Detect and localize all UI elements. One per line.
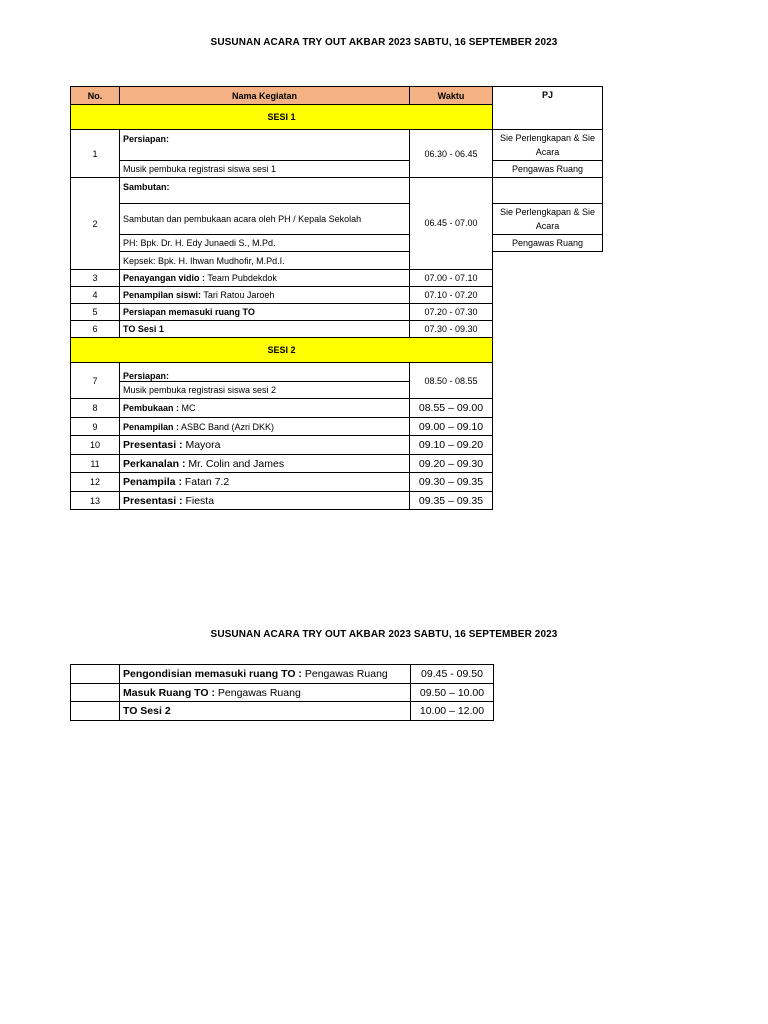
- row-13-no: 13: [71, 492, 120, 510]
- row-3-no: 3: [71, 270, 120, 287]
- row-4-no: 4: [71, 287, 120, 304]
- row-8-value: MC: [179, 403, 196, 413]
- row-7-no: 7: [71, 363, 120, 399]
- row-9-waktu: 09.00 – 09.10: [410, 418, 493, 436]
- row-10-waktu: 09.10 – 09.20: [410, 436, 493, 455]
- row-7-activity-detail: Musik pembuka registrasi siswa sesi 2: [120, 382, 410, 399]
- table2-row-3-waktu: 10.00 – 12.00: [411, 702, 494, 721]
- row-11-value: Mr. Colin and James: [185, 457, 285, 470]
- schedule-table-1: [70, 86, 603, 510]
- page-title-1: SUSUNAN ACARA TRY OUT AKBAR 2023 SABTU, 16 SEPTEMBER 2023: [210, 37, 558, 48]
- header-no: No.: [71, 87, 120, 105]
- row-1-pj-2: Pengawas Ruang: [493, 161, 603, 178]
- row-2-ph: PH: Bpk. Dr. H. Edy Junaedi S., M.Pd.: [120, 235, 410, 252]
- table2-row-3-label: TO Sesi 2: [123, 705, 171, 717]
- row-6-label: TO Sesi 1: [123, 324, 164, 334]
- row-3-waktu: 07.00 - 07.10: [410, 270, 493, 287]
- table2-row-2-waktu: 09.50 – 10.00: [411, 684, 494, 702]
- row-10-value: Mayora: [182, 439, 221, 451]
- row-1-no: 1: [71, 130, 120, 178]
- row-9-value: ASBC Band (Azri DKK): [179, 421, 275, 432]
- row-1-waktu: 06.30 - 06.45: [410, 130, 493, 178]
- row-9-no: 9: [71, 418, 120, 436]
- row-13-waktu: 09.35 – 09.35: [410, 492, 493, 510]
- row-9-label: Penampilan :: [123, 421, 180, 432]
- row-10-label: Presentasi :: [123, 439, 183, 451]
- table2-row-2-no: [71, 684, 120, 702]
- row-12-waktu: 09.30 – 09.35: [410, 473, 493, 492]
- table2-row-1-label: Pengondisian memasuki ruang TO :: [123, 668, 302, 680]
- row-13-value: Fiesta: [182, 494, 215, 507]
- header-waktu: Waktu: [410, 87, 493, 105]
- row-6-no: 6: [71, 321, 120, 338]
- row-1-pj-1: Sie Perlengkapan & Sie Acara: [493, 130, 603, 161]
- row-2-pj-2: Pengawas Ruang: [493, 235, 603, 252]
- row-2-waktu: 06.45 - 07.00: [410, 178, 493, 270]
- table2-row-1-no: [71, 665, 120, 684]
- table2-row-1-waktu: 09.45 - 09.50: [411, 665, 494, 684]
- row-2-kepsek: Kepsek: Bpk. H. Ihwan Mudhofir, M.Pd.I.: [120, 252, 410, 270]
- row-11-label: Perkanalan :: [123, 457, 186, 470]
- row-4-value: Tari Ratou Jaroeh: [201, 290, 275, 300]
- row-4-waktu: 07.10 - 07.20: [410, 287, 493, 304]
- row-2-activity-label: Sambutan:: [123, 182, 170, 192]
- row-13-label: Presentasi :: [123, 494, 183, 507]
- row-2-activity-detail: Sambutan dan pembukaan acara oleh PH / Kepala Sekolah: [120, 204, 410, 235]
- schedule-table-2: [70, 664, 494, 721]
- row-5-waktu: 07.20 - 07.30: [410, 304, 493, 321]
- table2-row-2-value: Pengawas Ruang: [214, 686, 301, 699]
- row-2-pj-1: Sie Perlengkapan & Sie Acara: [493, 204, 603, 235]
- table2-row-2-label: Masuk Ruang TO :: [123, 686, 215, 699]
- row-6-waktu: 07.30 - 09.30: [410, 321, 493, 338]
- row-4-label: Penampilan siswi:: [123, 290, 202, 300]
- row-12-label: Penampila :: [123, 476, 182, 488]
- row-3-label: Penayangan vidio :: [123, 273, 206, 283]
- row-2-pj-empty: [493, 178, 603, 204]
- row-5-no: 5: [71, 304, 120, 321]
- row-11-waktu: 09.20 – 09.30: [410, 455, 493, 473]
- header-pj: PJ: [493, 87, 603, 130]
- table2-row-3-no: [71, 702, 120, 721]
- header-nama-kegiatan: Nama Kegiatan: [120, 87, 410, 105]
- row-3-value: Team Pubdekdok: [205, 273, 277, 283]
- row-11-no: 11: [71, 455, 120, 473]
- row-7-activity-label: Persiapan:: [123, 371, 170, 381]
- sesi-1-banner: SESI 1: [71, 105, 493, 130]
- row-1-activity-label: Persiapan:: [123, 134, 170, 144]
- table2-row-1-value: Pengawas Ruang: [301, 668, 388, 680]
- page-title-2: SUSUNAN ACARA TRY OUT AKBAR 2023 SABTU, 16 SEPTEMBER 2023: [210, 629, 558, 640]
- sesi-2-banner: SESI 2: [71, 338, 493, 363]
- row-7-waktu: 08.50 - 08.55: [410, 363, 493, 399]
- row-8-no: 8: [71, 399, 120, 418]
- row-5-label: Persiapan memasuki ruang TO: [123, 307, 255, 317]
- row-12-value: Fatan 7.2: [181, 476, 230, 488]
- row-1-activity-detail: Musik pembuka registrasi siswa sesi 1: [120, 161, 410, 178]
- row-8-waktu: 08.55 – 09.00: [410, 399, 493, 418]
- row-2-no: 2: [71, 178, 120, 270]
- row-12-no: 12: [71, 473, 120, 492]
- row-10-no: 10: [71, 436, 120, 455]
- row-8-label: Pembukaan :: [123, 403, 180, 413]
